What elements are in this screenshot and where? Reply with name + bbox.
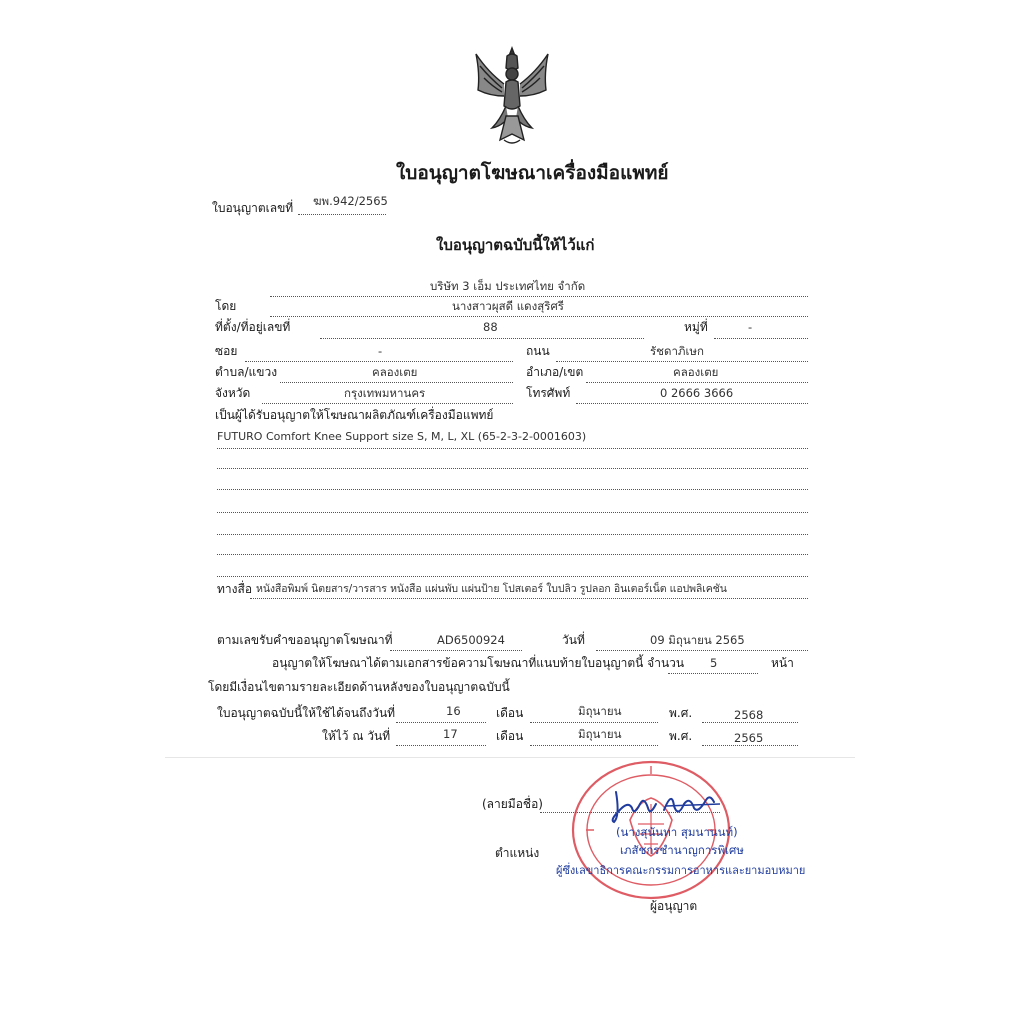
road-value: รัชดาภิเษก xyxy=(650,344,704,358)
address-no-line xyxy=(320,338,644,339)
given-day: 17 xyxy=(443,727,458,741)
phone-line xyxy=(576,403,808,404)
product-name: FUTURO Comfort Knee Support size S, M, L, XL (65-2-3-2-0001603) xyxy=(217,430,587,443)
given-month-line xyxy=(530,745,658,746)
signer-name: (นางสุนันทา สุมนานนท์) xyxy=(616,825,738,839)
province-value: กรุงเทพมหานคร xyxy=(344,386,426,400)
request-no-value: AD6500924 xyxy=(437,633,505,647)
phone-label: โทรศัพท์ xyxy=(526,386,571,400)
media-line xyxy=(250,598,808,599)
position-label: ตำแหน่ง xyxy=(495,846,540,860)
valid-until-label: ใบอนุญาตฉบับนี้ให้ใช้ได้จนถึงวันที่ xyxy=(217,706,396,720)
license-no-value: ฆพ.942/2565 xyxy=(313,194,388,208)
given-be-label: พ.ศ. xyxy=(669,729,693,743)
company-line xyxy=(270,296,808,297)
by-name: นางสาวผุสดี แดงสุริศรี xyxy=(452,299,564,313)
product-line-7 xyxy=(217,576,808,577)
request-no-label: ตามเลขรับคำขออนุญาตโฆษณาที่ xyxy=(217,633,393,647)
product-line-2 xyxy=(217,468,808,469)
product-line-3 xyxy=(217,489,808,490)
license-no-label: ใบอนุญาตเลขที่ xyxy=(212,201,294,215)
by-line xyxy=(270,316,808,317)
company-name: บริษัท 3 เอ็ม ประเทศไทย จำกัด xyxy=(430,279,586,293)
given-day-line xyxy=(396,745,486,746)
license-no-line xyxy=(298,214,386,215)
district-label: อำเภอ/เขต xyxy=(526,365,584,379)
product-line-5 xyxy=(217,534,808,535)
given-label: ให้ไว้ ณ วันที่ xyxy=(322,729,391,743)
signature-mark xyxy=(606,786,726,826)
page-count-line xyxy=(668,673,758,674)
moo-value: - xyxy=(748,320,753,334)
garuda-emblem-icon xyxy=(470,44,554,148)
product-line-1 xyxy=(217,448,808,449)
address-no-label: ที่ตั้ง/ที่อยู่เลขที่ xyxy=(215,320,291,334)
subdistrict-label: ตำบล/แขวง xyxy=(215,365,278,379)
attached-text: อนุญาตให้โฆษณาได้ตามเอกสารข้อความโฆษณาที่แนบท้ายใบอนุญาตนี้ จำนวน xyxy=(272,656,685,670)
province-line xyxy=(262,403,513,404)
issued-to-heading: ใบอนุญาตฉบับนี้ให้ไว้แก่ xyxy=(436,236,595,254)
given-month: มิถุนายน xyxy=(578,727,622,741)
moo-label: หมู่ที่ xyxy=(684,320,708,334)
valid-day-line xyxy=(396,722,486,723)
page-count: 5 xyxy=(710,656,718,670)
district-line xyxy=(586,382,808,383)
signer-title: เภสัชกรชำนาญการพิเศษ xyxy=(620,843,744,857)
signature-line xyxy=(540,812,720,813)
media-list: หนังสือพิมพ์ นิตยสาร/วารสาร หนังสือ แผ่นพับ แผ่นป้าย โปสเตอร์ ใบปลิว รูปลอก อินเตอร์เน็ต แอปพลิเคชัน xyxy=(256,583,727,595)
road-line xyxy=(556,361,808,362)
address-no-value: 88 xyxy=(483,320,498,334)
request-date-line xyxy=(596,650,808,651)
request-date-label: วันที่ xyxy=(562,633,585,647)
valid-year: 2568 xyxy=(734,708,764,722)
valid-year-line xyxy=(702,722,798,723)
page-unit: หน้า xyxy=(771,656,794,670)
document-title: ใบอนุญาตโฆษณาเครื่องมือแพทย์ xyxy=(396,162,669,184)
request-date-value: 09 มิถุนายน 2565 xyxy=(650,633,745,647)
valid-be-label: พ.ศ. xyxy=(669,706,693,720)
conditions-text: โดยมีเงื่อนไขตามรายละเอียดด้านหลังของใบอนุญาตฉบับนี้ xyxy=(208,680,510,694)
subdistrict-line xyxy=(280,382,513,383)
valid-month-line xyxy=(530,722,658,723)
soi-line xyxy=(245,361,513,362)
road-label: ถนน xyxy=(526,344,550,358)
request-no-line xyxy=(390,650,522,651)
province-label: จังหวัด xyxy=(215,386,251,400)
district-value: คลองเตย xyxy=(673,365,719,379)
moo-line xyxy=(714,338,808,339)
page-fold-line xyxy=(165,757,855,758)
soi-value: - xyxy=(378,344,383,358)
by-label: โดย xyxy=(215,299,237,313)
permission-text: เป็นผู้ได้รับอนุญาตให้โฆษณาผลิตภัณฑ์เครื่องมือแพทย์ xyxy=(215,408,494,422)
product-line-4 xyxy=(217,512,808,513)
given-month-label: เดือน xyxy=(496,729,524,743)
given-year: 2565 xyxy=(734,731,764,745)
subdistrict-value: คลองเตย xyxy=(372,365,418,379)
valid-month: มิถุนายน xyxy=(578,704,622,718)
valid-day: 16 xyxy=(446,704,461,718)
media-label: ทางสื่อ xyxy=(217,582,253,596)
valid-month-label: เดือน xyxy=(496,706,524,720)
licensor-label: ผู้อนุญาต xyxy=(650,899,698,913)
given-year-line xyxy=(702,745,798,746)
signature-label: (ลายมือชื่อ) xyxy=(482,797,543,811)
signer-role: ผู้ซึ่งเลขาธิการคณะกรรมการอาหารและยามอบหมาย xyxy=(556,864,806,877)
product-line-6 xyxy=(217,554,808,555)
soi-label: ซอย xyxy=(215,344,238,358)
phone-value: 0 2666 3666 xyxy=(660,386,734,400)
